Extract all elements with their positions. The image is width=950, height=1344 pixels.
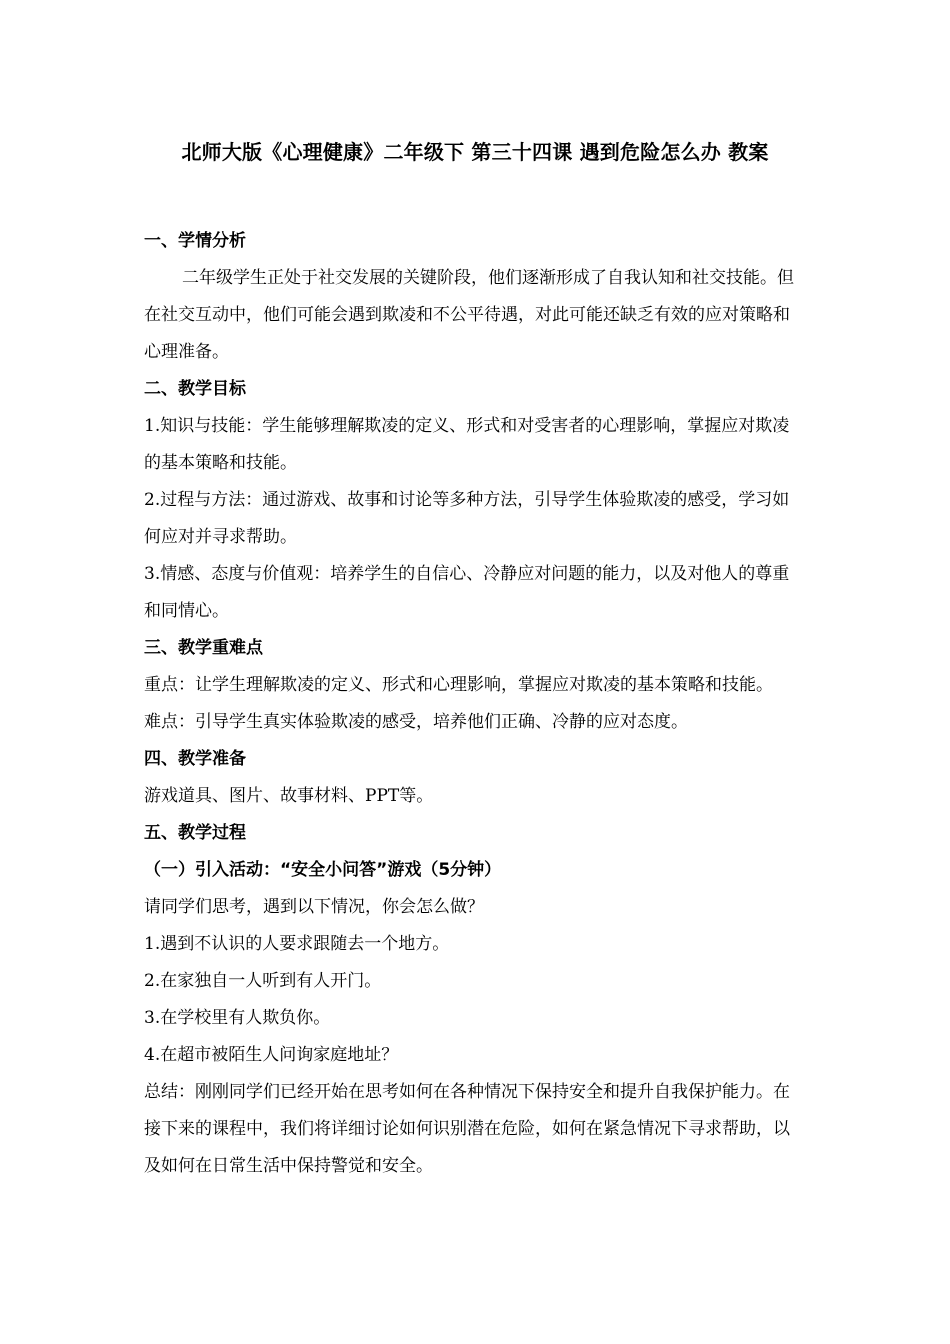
question-item: 1.遇到不认识的人要求跟随去一个地方。 [144, 934, 450, 954]
section-heading-preparation: 四、教学准备 [144, 749, 246, 769]
learner-analysis-text: 二年级学生正处于社交发展的关键阶段，他们逐渐形成了自我认知和社交技能。但在社交互动中，他们可能会遇到欺凌和不公平待遇，对此可能还缺乏有效的应对策略和心理准备。 [144, 268, 794, 362]
section-heading-learner-analysis: 一、学情分析 [144, 231, 246, 251]
section-heading-teaching-process: 五、教学过程 [144, 823, 246, 843]
question-item: 3.在学校里有人欺负你。 [144, 1008, 331, 1028]
document-title: 北师大版《心理健康》二年级下 第三十四课 遇到危险怎么办 教案 [181, 140, 769, 164]
activity-sub-heading: （一）引入活动：“安全小问答”游戏（5分钟） [144, 860, 502, 880]
question-item: 2.在家独自一人听到有人开门。 [144, 971, 382, 991]
document-body [144, 223, 804, 1185]
section-heading-teaching-goals: 二、教学目标 [144, 379, 246, 399]
teaching-goal-item: 2.过程与方法：通过游戏、故事和讨论等多种方法，引导学生体验欺凌的感受，学习如何应对并寻求帮助。 [144, 490, 790, 547]
question-item: 4.在超市被陌生人问询家庭地址？ [144, 1045, 399, 1065]
activity-prompt: 请同学们思考，遇到以下情况，你会怎么做？ [144, 897, 484, 917]
key-point-text: 重点：让学生理解欺凌的定义、形式和心理影响，掌握应对欺凌的基本策略和技能。 [144, 675, 773, 695]
difficulty-text: 难点：引导学生真实体验欺凌的感受，培养他们正确、冷静的应对态度。 [144, 712, 688, 732]
teaching-goal-item: 1.知识与技能：学生能够理解欺凌的定义、形式和对受害者的心理影响，掌握应对欺凌的基本策略和技能。 [144, 416, 790, 473]
teaching-goal-item: 3.情感、态度与价值观：培养学生的自信心、冷静应对问题的能力，以及对他人的尊重和同情心。 [144, 564, 790, 621]
preparation-text: 游戏道具、图片、故事材料、PPT等。 [144, 786, 434, 806]
section-heading-key-difficulties: 三、教学重难点 [144, 638, 263, 658]
activity-summary: 总结：刚刚同学们已经开始在思考如何在各种情况下保持安全和提升自我保护能力。在接下来的课程中，我们将详细讨论如何识别潜在危险，如何在紧急情况下寻求帮助，以及如何在日常生活中保持警觉和安全。 [144, 1082, 790, 1176]
